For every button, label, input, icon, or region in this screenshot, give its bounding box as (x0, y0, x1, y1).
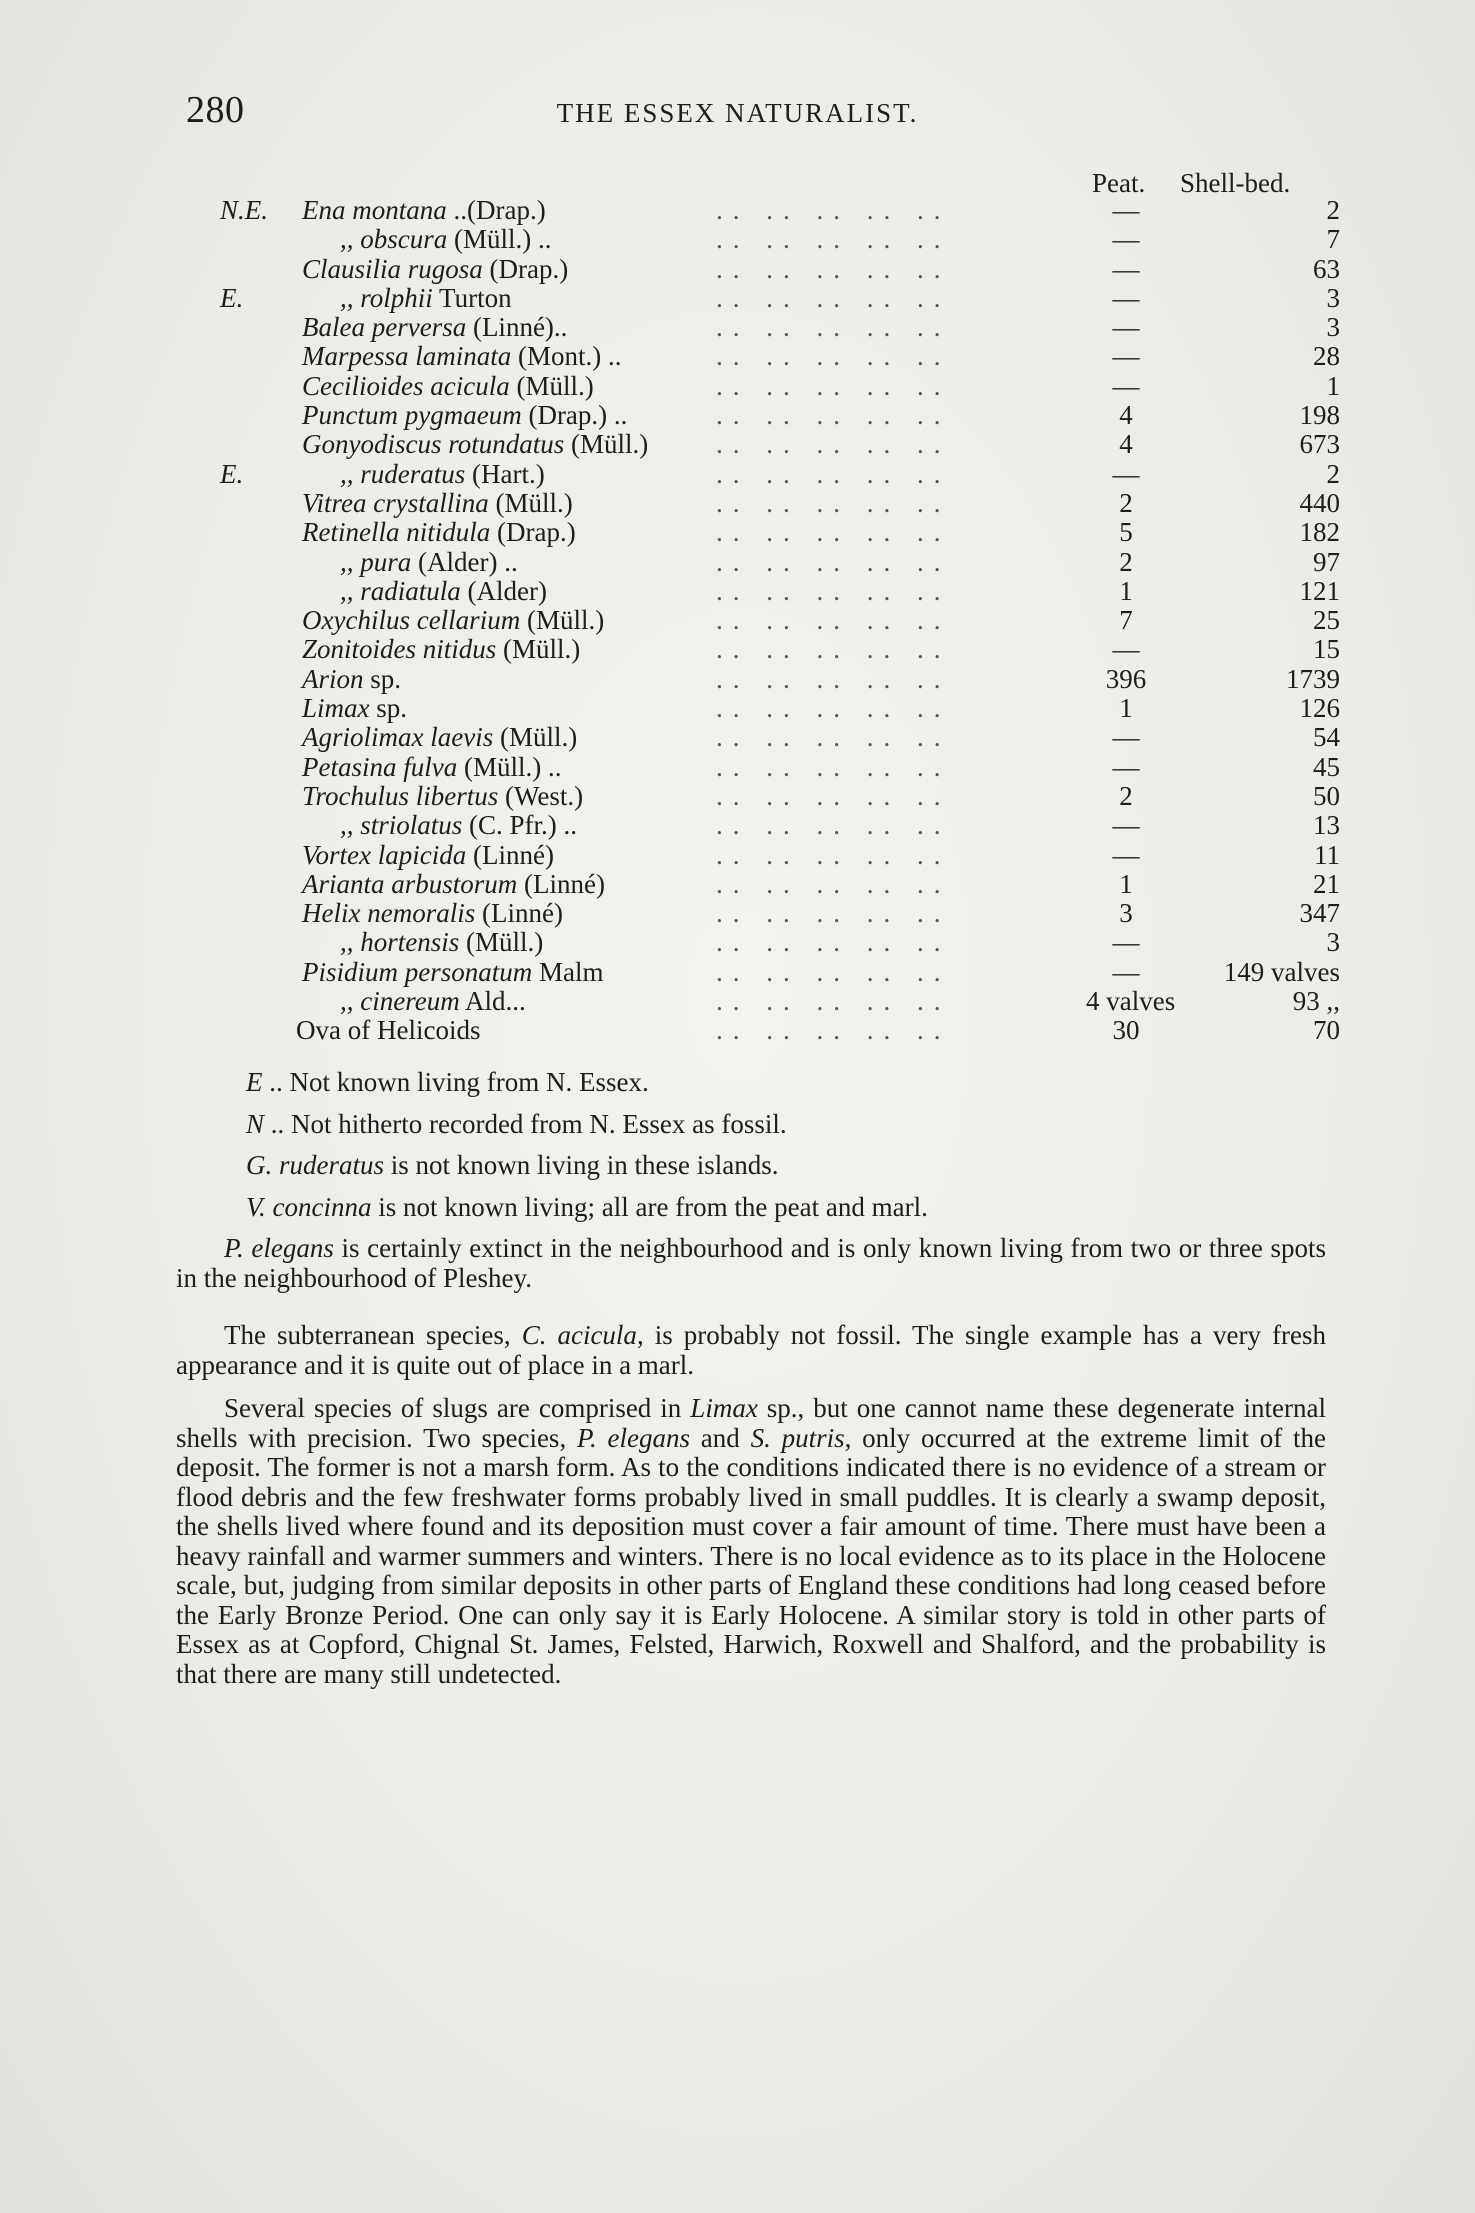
peat-count: 4 (1119, 429, 1133, 460)
table-row (0, 723, 1475, 752)
note-p (176, 1234, 1326, 1293)
species-name: ,, striolatus (C. Pfr.) .. (340, 810, 578, 841)
leader-dots: .. .. .. .. .. (716, 341, 951, 372)
shell-bed-count: 3 (1326, 282, 1340, 313)
peat-count: 3 (1119, 898, 1133, 929)
peat-count: — (1112, 927, 1140, 958)
leader-dots: .. .. .. .. .. (716, 693, 951, 724)
table-row (0, 372, 1475, 401)
leader-dots: .. .. .. .. .. (716, 575, 951, 606)
species-name: Arianta arbustorum (Linné) (302, 868, 605, 899)
leader-dots: .. .. .. .. .. (716, 810, 951, 841)
leader-dots: .. .. .. .. .. (716, 458, 951, 489)
note-key: E (246, 1067, 263, 1097)
peat-count: 2 (1119, 546, 1133, 577)
species-name: ,, radiatula (Alder) (340, 575, 547, 606)
peat-count: — (1112, 810, 1140, 841)
shell-bed-count: 121 (1299, 575, 1340, 606)
table-row (0, 811, 1475, 840)
peat-count: — (1112, 370, 1140, 401)
shell-bed-count: 673 (1299, 429, 1340, 460)
paragraph-slugs: Several species of slugs are comprised in Limax sp., but one cannot name these degenerate internal shells with precision. Two species, P. elegans and S. putris, only occurred at the extreme limit of the deposit. The former is not a marsh form. As to the conditions indicated there is no evidence of a stream or flood debris and the few freshwater forms probably lived in small puddles. It is clearly a swamp deposit, the shells lived where found and its deposition must cover a fair amount of time. There must have been a heavy rainfall and warmer summers and winters. There is no local evidence as to its place in the Holocene scale, but, judging from similar deposits in other parts of England these conditions had long ceased before the Early Bronze Period. One can only say it is Early Holocene. A similar story is told in other parts of Essex as at Copford, Chignal St. James, Felsted, Harwich, Roxwell and Shalford, and the probability is that there are many still undetected. (176, 1393, 1326, 1689)
leader-dots: .. .. .. .. .. (716, 722, 951, 753)
shell-bed-count: 11 (1314, 839, 1340, 870)
shell-bed-count: 3 (1326, 927, 1340, 958)
peat-count: — (1112, 341, 1140, 372)
note-text: is not known living; all are from the peat and marl. (371, 1191, 928, 1222)
leader-dots: .. .. .. .. .. (716, 634, 951, 665)
shell-bed-count: 7 (1326, 224, 1340, 255)
note-n (176, 1110, 1326, 1140)
table-row (0, 489, 1475, 518)
note-key: N (246, 1108, 265, 1139)
peat-count: 7 (1119, 605, 1133, 636)
page-number: 280 (186, 89, 245, 131)
species-name: Marpessa laminata (Mont.) .. (302, 341, 622, 372)
peat-count: 2 (1119, 780, 1133, 811)
table-row (0, 987, 1475, 1016)
leader-dots: .. .. .. .. .. (716, 195, 951, 225)
leader-dots: .. .. .. .. .. (716, 927, 951, 958)
note-text: .. Not hitherto recorded from N. Essex as fossil. (270, 1108, 787, 1139)
table-row (0, 577, 1475, 606)
peat-count: — (1112, 751, 1140, 782)
peat-count: — (1112, 722, 1140, 753)
table-row (0, 753, 1475, 782)
species-name: Clausilia rugosa (Drap.) (302, 253, 569, 284)
leader-dots: .. .. .. .. .. (716, 898, 951, 929)
leader-dots: .. .. .. .. .. (716, 224, 951, 255)
leader-dots: .. .. .. .. .. (716, 487, 951, 518)
shell-bed-count: 198 (1299, 400, 1340, 431)
species-name: Ova of Helicoids (296, 1015, 481, 1046)
species-name: Trochulus libertus (West.) (302, 780, 584, 811)
table-row (0, 225, 1475, 254)
note-e (176, 1068, 1326, 1098)
table-row (0, 342, 1475, 371)
note-text: .. Not known living from N. Essex. (269, 1067, 649, 1097)
leader-dots: .. .. .. .. .. (716, 780, 951, 811)
leader-dots: .. .. .. .. .. (716, 312, 951, 343)
note-g (176, 1151, 1326, 1181)
shell-bed-count: 1739 (1286, 663, 1340, 694)
shell-bed-count: 63 (1313, 253, 1340, 284)
table-row (0, 1016, 1475, 1045)
table-row (0, 635, 1475, 664)
shell-bed-count: 15 (1313, 634, 1340, 665)
species-name: Arion sp. (302, 663, 402, 694)
shell-bed-count: 3 (1326, 312, 1340, 343)
peat-count: 396 (1105, 663, 1147, 694)
leader-dots: .. .. .. .. .. (716, 956, 951, 987)
peat-count: — (1112, 839, 1140, 870)
leader-dots: .. .. .. .. .. (716, 253, 951, 284)
species-name: Zonitoides nitidus (Müll.) (302, 634, 581, 665)
note-text: is not known living in these islands. (384, 1150, 779, 1180)
leader-dots: .. .. .. .. .. (716, 751, 951, 782)
species-table (0, 196, 1475, 1046)
species-name: Ena montana ..(Drap.) (302, 195, 546, 225)
table-row (0, 899, 1475, 928)
leader-dots: .. .. .. .. .. (716, 868, 951, 899)
species-name: Retinella nitidula (Drap.) (302, 517, 576, 548)
leader-dots: .. .. .. .. .. (716, 986, 951, 1017)
table-row (0, 665, 1475, 694)
species-name: Gonyodiscus rotundatus (Müll.) (302, 429, 649, 460)
peat-count: — (1112, 956, 1140, 987)
peat-count: 4 (1119, 400, 1133, 431)
species-name: Vortex lapicida (Linné) (302, 839, 554, 870)
table-row (0, 401, 1475, 430)
shell-bed-count: 70 (1313, 1015, 1340, 1046)
species-name: Limax sp. (302, 693, 408, 724)
leader-dots: .. .. .. .. .. (716, 400, 951, 431)
table-row (0, 548, 1475, 577)
species-name: Oxychilus cellarium (Müll.) (302, 605, 605, 636)
peat-count: 2 (1119, 487, 1133, 518)
table-row (0, 284, 1475, 313)
note-text: is certainly extinct in the neighbourhood and is only known living from two or three spots in the neighbourhood of Pleshey. (176, 1233, 1326, 1293)
species-name: ,, rolphii Turton (340, 282, 512, 313)
note-key: P. elegans (224, 1233, 334, 1263)
shell-bed-count: 126 (1299, 693, 1340, 724)
shell-bed-count: 2 (1326, 458, 1340, 489)
shell-bed-count: 2 (1326, 195, 1340, 225)
notes-section (176, 1068, 1326, 1703)
shell-bed-count: 347 (1299, 898, 1340, 929)
species-name: Petasina fulva (Müll.) .. (302, 751, 562, 782)
note-v (176, 1193, 1326, 1223)
shell-bed-count: 54 (1313, 722, 1340, 753)
peat-count: — (1112, 312, 1140, 343)
column-header-shell-bed: Shell-bed. (1180, 168, 1291, 198)
note-key: G. ruderatus (246, 1150, 385, 1180)
peat-count: — (1112, 282, 1140, 313)
species-name: Agriolimax laevis (Müll.) (302, 722, 578, 753)
shell-bed-count: 97 (1313, 546, 1340, 577)
peat-count: 1 (1119, 693, 1133, 724)
shell-bed-count: 21 (1313, 868, 1340, 899)
table-row (0, 958, 1475, 987)
species-name: ,, cinereum Ald... (340, 986, 526, 1017)
shell-bed-count: 45 (1313, 751, 1340, 782)
table-row (0, 782, 1475, 811)
shell-bed-count: 93 ,, (1292, 986, 1340, 1017)
species-name: Punctum pygmaeum (Drap.) .. (302, 400, 628, 431)
species-name: Pisidium personatum Malm (302, 956, 604, 987)
table-row (0, 870, 1475, 899)
species-name: Balea perversa (Linné).. (302, 312, 568, 343)
table-row (0, 518, 1475, 547)
table-row (0, 694, 1475, 723)
leader-dots: .. .. .. .. .. (716, 370, 951, 401)
table-row (0, 196, 1475, 225)
table-row (0, 430, 1475, 459)
shell-bed-count: 25 (1313, 605, 1340, 636)
species-name: ,, pura (Alder) .. (340, 546, 518, 577)
table-row (0, 460, 1475, 489)
species-name: ,, hortensis (Müll.) (340, 927, 544, 958)
peat-count: — (1112, 458, 1140, 489)
peat-count: — (1112, 224, 1140, 255)
peat-count: — (1112, 634, 1140, 665)
shell-bed-count: 1 (1326, 370, 1340, 401)
table-row (0, 841, 1475, 870)
table-row (0, 313, 1475, 342)
leader-dots: .. .. .. .. .. (716, 546, 951, 577)
row-mark: N.E. (220, 195, 269, 225)
paragraph-subterranean: The subterranean species, C. acicula, is probably not fossil. The single example has a very fresh appearance and it is quite out of place in a marl. (176, 1320, 1327, 1380)
shell-bed-count: 149 valves (1223, 956, 1340, 987)
peat-count: — (1112, 253, 1140, 284)
shell-bed-count: 50 (1313, 780, 1340, 811)
peat-count: — (1112, 195, 1140, 225)
leader-dots: .. .. .. .. .. (716, 1015, 951, 1046)
note-key: V. concinna (246, 1191, 372, 1222)
leader-dots: .. .. .. .. .. (716, 663, 951, 694)
peat-count: 5 (1119, 517, 1133, 548)
leader-dots: .. .. .. .. .. (716, 839, 951, 870)
table-row (0, 255, 1475, 284)
column-header-peat: Peat. (1092, 168, 1146, 198)
peat-count: 30 (1112, 1015, 1140, 1046)
peat-count: 1 (1119, 868, 1133, 899)
table-row (0, 928, 1475, 957)
species-name: Cecilioides acicula (Müll.) (302, 370, 594, 401)
running-title: THE ESSEX NATURALIST. (556, 98, 919, 128)
shell-bed-count: 13 (1313, 810, 1340, 841)
peat-count: 1 (1119, 575, 1133, 606)
leader-dots: .. .. .. .. .. (716, 429, 951, 460)
species-name: ,, ruderatus (Hart.) (340, 458, 545, 489)
row-mark: E. (220, 458, 244, 489)
shell-bed-count: 28 (1313, 341, 1340, 372)
table-row (0, 606, 1475, 635)
shell-bed-count: 440 (1299, 487, 1340, 518)
species-name: Helix nemoralis (Linné) (302, 898, 563, 929)
species-name: Vitrea crystallina (Müll.) (302, 487, 573, 518)
leader-dots: .. .. .. .. .. (716, 605, 951, 636)
row-mark: E. (220, 282, 244, 313)
shell-bed-count: 182 (1299, 517, 1340, 548)
peat-count: 4 valves (1086, 986, 1176, 1017)
leader-dots: .. .. .. .. .. (716, 517, 951, 548)
species-name: ,, obscura (Müll.) .. (340, 224, 552, 255)
leader-dots: .. .. .. .. .. (716, 282, 951, 313)
